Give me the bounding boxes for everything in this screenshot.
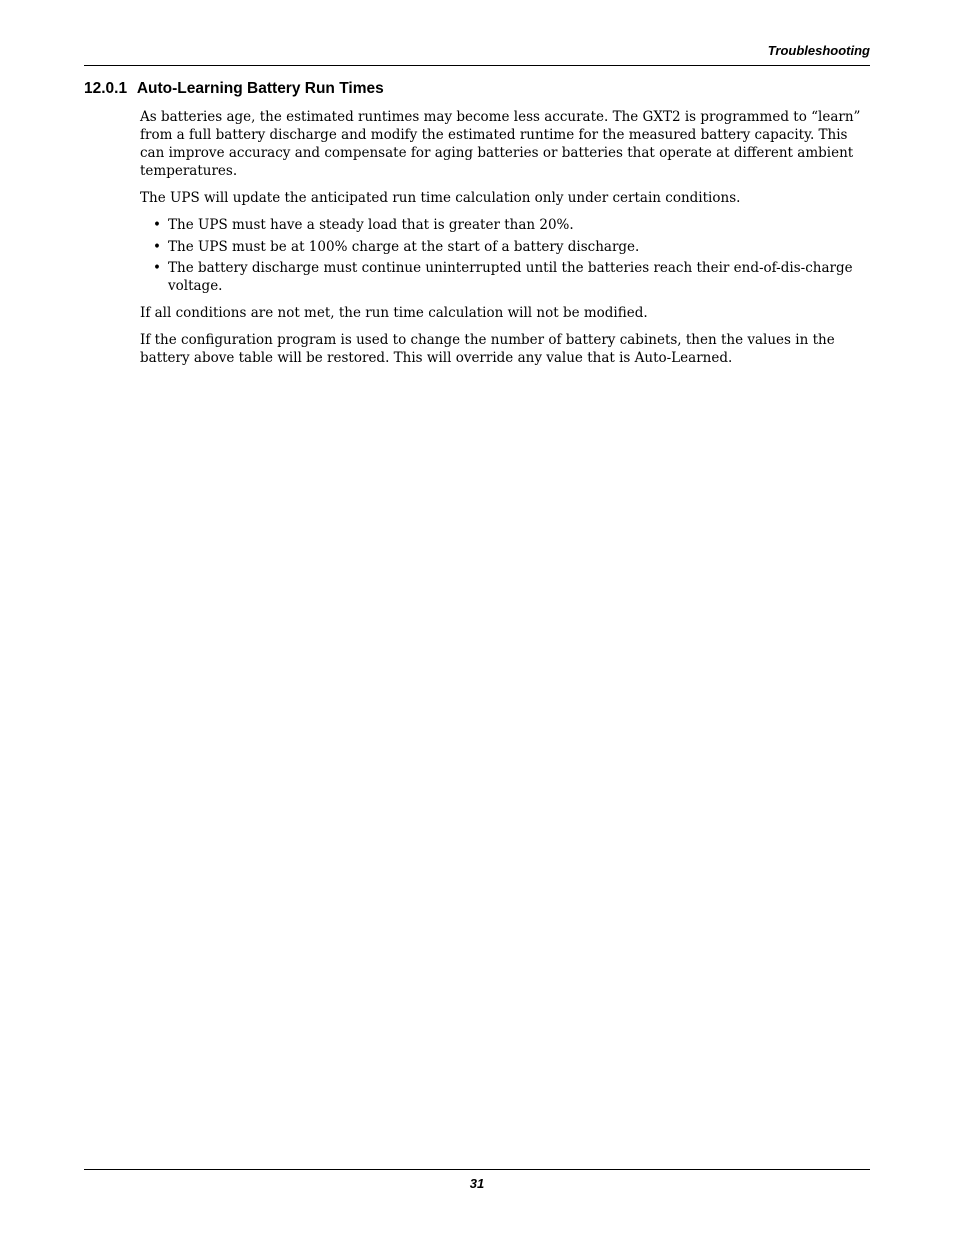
header-rule — [84, 65, 870, 66]
list-item-text: The UPS must be at 100% charge at the start of a battery discharge. — [168, 238, 640, 255]
bullet-icon: • — [153, 260, 161, 276]
not-met-paragraph: If all conditions are not met, the run time calculation will not be modified. — [140, 305, 648, 321]
section-title: Auto-Learning Battery Run Times — [136, 80, 384, 97]
section-number: 12.0.1 — [84, 80, 128, 97]
list-item-text: The UPS must have a steady load that is greater than 20%. — [168, 217, 574, 233]
page-number: 31 — [469, 1176, 485, 1191]
list-item-text: The battery discharge must continue uninterrupted until the batteries reach their end-of-dis-charge voltage. — [168, 260, 853, 294]
list-item — [140, 238, 875, 256]
section-body — [140, 108, 875, 376]
running-header: Troubleshooting — [767, 43, 870, 58]
conditions-list — [140, 216, 875, 295]
list-item — [140, 259, 875, 295]
conditions-lead-paragraph: The UPS will update the anticipated run time calculation only under certain conditions. — [140, 190, 741, 206]
bullet-icon: • — [153, 238, 161, 255]
intro-paragraph: As batteries age, the estimated runtimes may become less accurate. The GXT2 is programmed to “learn” from a full battery discharge and modify the estimated runtime for the measured battery capacity. This can improve accuracy and compensate for aging batteries or batteries that operate at different ambient temperatures. — [140, 109, 861, 179]
list-item — [140, 216, 875, 234]
config-paragraph: If the configuration program is used to change the number of battery cabinets, then the values in the battery above table will be restored. This will override any value that is Auto-Learned. — [140, 332, 835, 366]
footer-rule — [84, 1169, 870, 1170]
bullet-icon: • — [153, 217, 161, 233]
section-heading — [84, 79, 384, 99]
